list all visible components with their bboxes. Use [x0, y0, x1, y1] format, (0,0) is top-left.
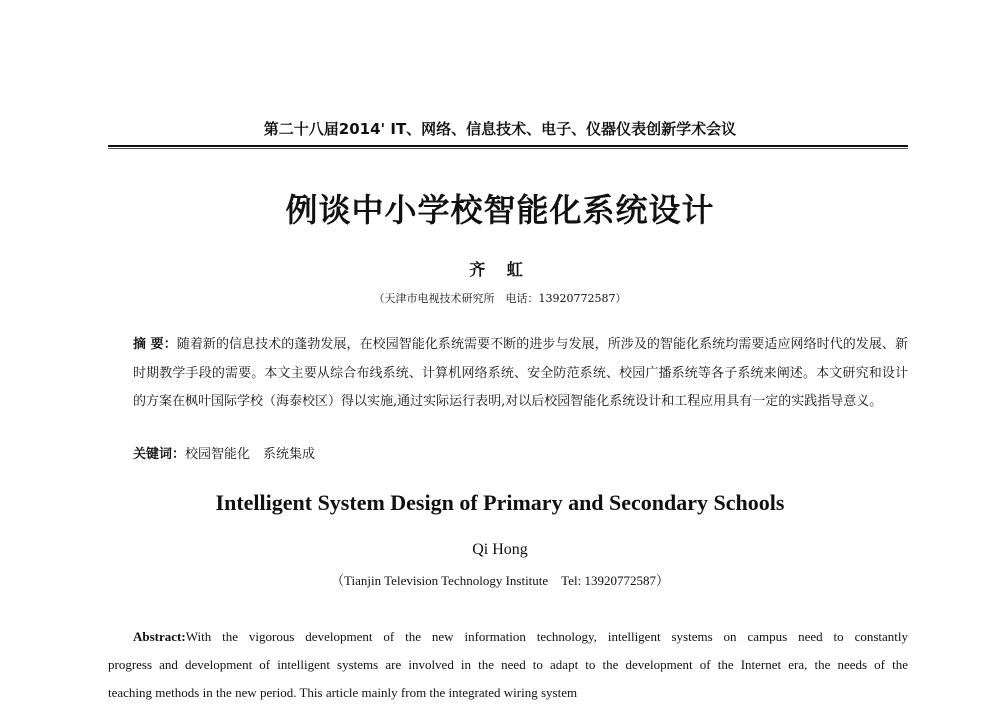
paper-title: 例谈中小学校智能化系统设计: [285, 191, 715, 229]
abstract-cn: [133, 331, 908, 417]
author: 齐 虹: [469, 260, 531, 279]
author-en: Qi Hong: [472, 541, 528, 558]
keywords-text: 校园智能化 系统集成: [185, 447, 316, 462]
keywords-label: 关键词：: [133, 447, 186, 462]
abstract-en-line: teaching methods in the new period. This article mainly from the integrated wiring system: [108, 685, 578, 700]
abstract-cn-label: 摘 要：: [133, 337, 177, 352]
affiliation: （天津市电视技术研究所 电话：13920772587）: [373, 292, 627, 305]
abstract-en-line: progress and development of intelligent systems are involved in the need to adapt to the development of the Internet era, the needs of the: [108, 657, 908, 672]
keywords: [133, 443, 315, 462]
conference-header: 第二十八届2014' IT、网络、信息技术、电子、仪器仪表创新学术会议: [263, 120, 737, 138]
header-rule-thin: [108, 148, 908, 149]
paper-title-en: Intelligent System Design of Primary and Secondary Schools: [215, 490, 785, 515]
abstract-en-label: Abstract:: [133, 629, 186, 644]
abstract-cn-text: 随着新的信息技术的蓬勃发展，在校园智能化系统需要不断的进步与发展，所涉及的智能化系统均需要适应网络时代的发展、新时期教学手段的需要。本文主要从综合布线系统、计算机网络系统、安全防范系统、校园广播系统等各子系统来阐述。本文研究和设计的方案在枫叶国际学校（海泰校区）得以实施,通过实际运行表明,对以后校园智能化系统设计和工程应用具有一定的实践指导意义。: [133, 337, 908, 409]
abstract-en-line: With the vigorous development of the new information technology, intelligent systems on campus need to constantly: [185, 629, 908, 644]
abstract-en: [108, 623, 908, 707]
header-rule: [108, 145, 908, 147]
affiliation-en: （Tianjin Television Technology Institute Tel: 13920772587）: [331, 573, 669, 588]
